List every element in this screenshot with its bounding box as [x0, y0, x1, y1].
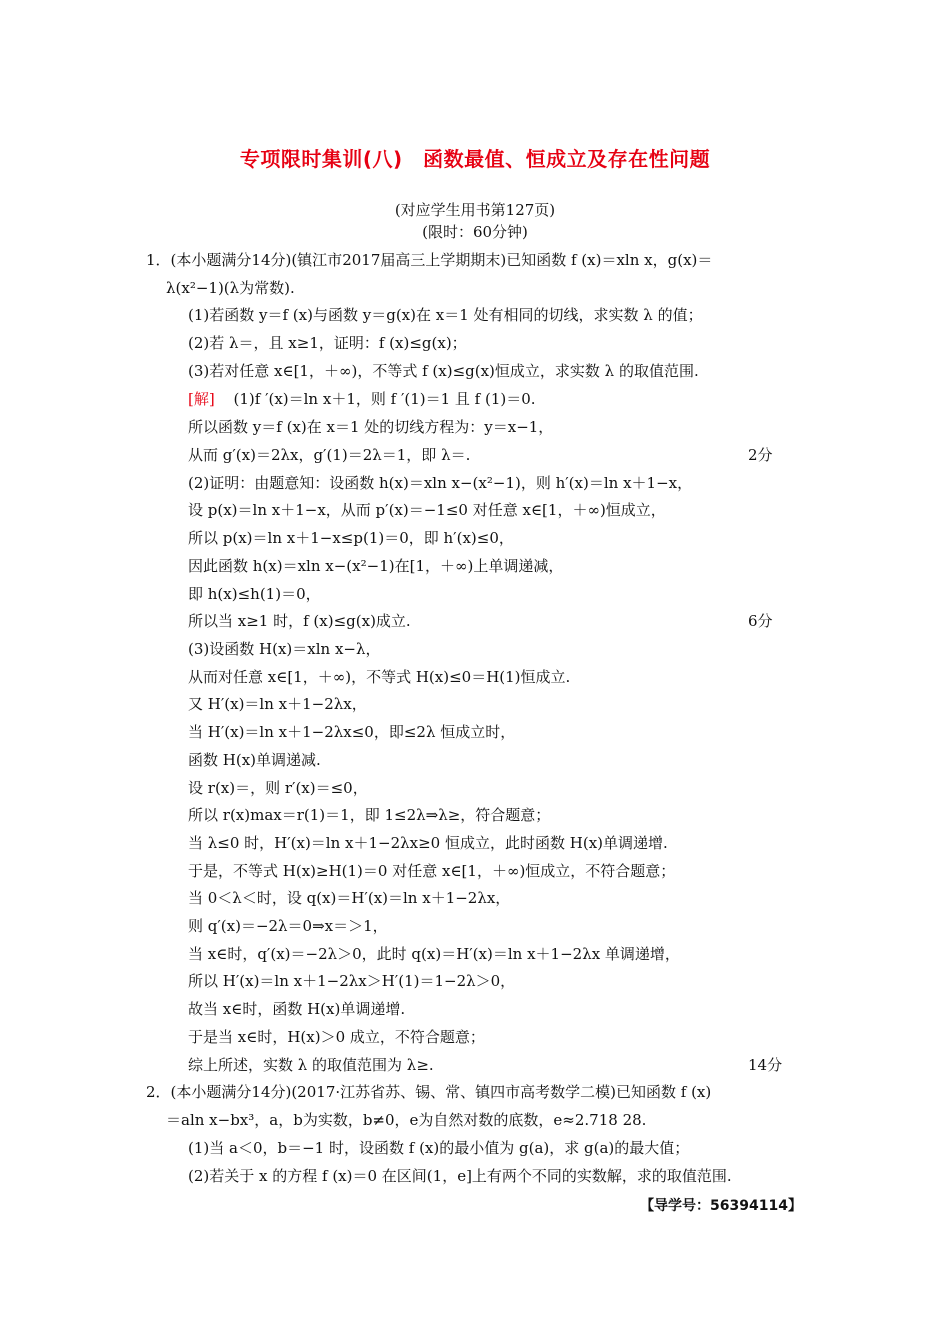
guide-reference-number: 【导学号：56394114】 [640, 1198, 802, 1214]
solution-text-1: (1)f ′(x)＝ln x＋1，则 f ′(1)＝1 且 f (1)＝0. [233, 390, 536, 408]
problem1-question1: (1)若函数 y＝f (x)与函数 y＝g(x)在 x＝1 处有相同的切线，求实数 λ 的值； [188, 306, 703, 324]
solution-line-1 [188, 389, 536, 409]
solution-line-23: 故当 x∈时，函数 H(x)单调递增. [188, 1000, 406, 1018]
problem1-question3: (3)若对任意 x∈[1，＋∞)，不等式 f (x)≤g(x)恒成立，求实数 λ 的取值范围. [188, 362, 699, 380]
page-title: 专项限时集训(八) 函数最值、恒成立及存在性问题 [239, 147, 711, 171]
problem2-stem-line2: ＝aln x−bx³，a，b为实数，b≠0，e为自然对数的底数，e≈2.718 28. [166, 1111, 647, 1129]
solution-line-25: 综上所述，实数 λ 的取值范围为 λ≥. [188, 1056, 434, 1074]
score-14: 14分 [748, 1056, 783, 1074]
solution-line-13: 当 H′(x)＝ln x＋1−2λx≤0，即≤2λ 恒成立时， [188, 723, 516, 741]
solution-line-10: (3)设函数 H(x)＝xln x−λ， [188, 640, 381, 658]
solution-line-8: 即 h(x)≤h(1)＝0， [188, 585, 321, 603]
solution-line-11: 从而对任意 x∈[1，＋∞)，不等式 H(x)≤0＝H(1)恒成立. [188, 668, 571, 686]
solution-line-22: 所以 H′(x)＝ln x＋1−2λx＞H′(1)＝1−2λ＞0， [188, 972, 516, 990]
solution-line-3: 从而 g′(x)＝2λx，g′(1)＝2λ＝1，即 λ＝. [188, 446, 471, 464]
solution-line-9: 所以当 x≥1 时，f (x)≤g(x)成立. [188, 612, 411, 630]
score-2: 2分 [748, 446, 773, 464]
solution-line-21: 当 x∈时，q′(x)＝−2λ＞0，此时 q(x)＝H′(x)＝ln x＋1−2λx 单调递增， [188, 945, 680, 963]
solution-line-24: 于是当 x∈时，H(x)＞0 成立，不符合题意； [188, 1028, 485, 1046]
time-limit: (限时：60分钟) [422, 223, 528, 241]
solution-line-6: 所以 p(x)＝ln x＋1−x≤p(1)＝0，即 h′(x)≤0， [188, 529, 514, 547]
solution-line-12: 又 H′(x)＝ln x＋1−2λx， [188, 695, 367, 713]
solution-line-2: 所以函数 y＝f (x)在 x＝1 处的切线方程为：y＝x−1， [188, 418, 554, 436]
solution-line-17: 当 λ≤0 时，H′(x)＝ln x＋1−2λx≥0 恒成立，此时函数 H(x)单调递增. [188, 834, 668, 852]
solution-line-20: 则 q′(x)＝−2λ＝0⇒x＝＞1， [188, 917, 388, 935]
problem2-question1: (1)当 a＜0，b＝−1 时，设函数 f (x)的最小值为 g(a)，求 g(a)的最大值； [188, 1139, 690, 1157]
problem2-question2: (2)若关于 x 的方程 f (x)＝0 在区间(1，e]上有两个不同的实数解，求的取值范围. [188, 1167, 732, 1185]
solution-line-15: 设 r(x)＝，则 r′(x)＝≤0， [188, 779, 368, 797]
problem2-stem-line1: 2．(本小题满分14分)(2017·江苏省苏、锡、常、镇四市高考数学二模)已知函数 f (x) [146, 1083, 712, 1101]
solution-line-7: 因此函数 h(x)＝xln x−(x²−1)在[1，＋∞)上单调递减， [188, 557, 564, 575]
solution-line-4: (2)证明：由题意知：设函数 h(x)＝xln x−(x²−1)，则 h′(x)＝ln x＋1−x， [188, 474, 693, 492]
solution-line-19: 当 0＜λ＜时，设 q(x)＝H′(x)＝ln x＋1−2λx， [188, 889, 511, 907]
problem1-stem-line1: 1．(本小题满分14分)(镇江市2017届高三上学期期末)已知函数 f (x)＝xln x，g(x)＝ [146, 251, 713, 269]
score-6: 6分 [748, 612, 773, 630]
solution-line-16: 所以 r(x)max＝r(1)＝1，即 1≤2λ⇒λ≥，符合题意； [188, 806, 551, 824]
solution-line-14: 函数 H(x)单调递减. [188, 751, 321, 769]
solution-tag: [解] [188, 390, 215, 408]
solution-line-18: 于是，不等式 H(x)≥H(1)＝0 对任意 x∈[1，＋∞)恒成立，不符合题意； [188, 862, 676, 880]
problem1-question2: (2)若 λ＝，且 x≥1，证明：f (x)≤g(x)； [188, 334, 467, 352]
problem1-stem-line2: λ(x²−1)(λ为常数). [166, 279, 295, 297]
subtitle: (对应学生用书第127页) [394, 201, 556, 219]
solution-line-5: 设 p(x)＝ln x＋1−x，从而 p′(x)＝−1≤0 对任意 x∈[1，＋∞)恒成立， [188, 501, 666, 519]
